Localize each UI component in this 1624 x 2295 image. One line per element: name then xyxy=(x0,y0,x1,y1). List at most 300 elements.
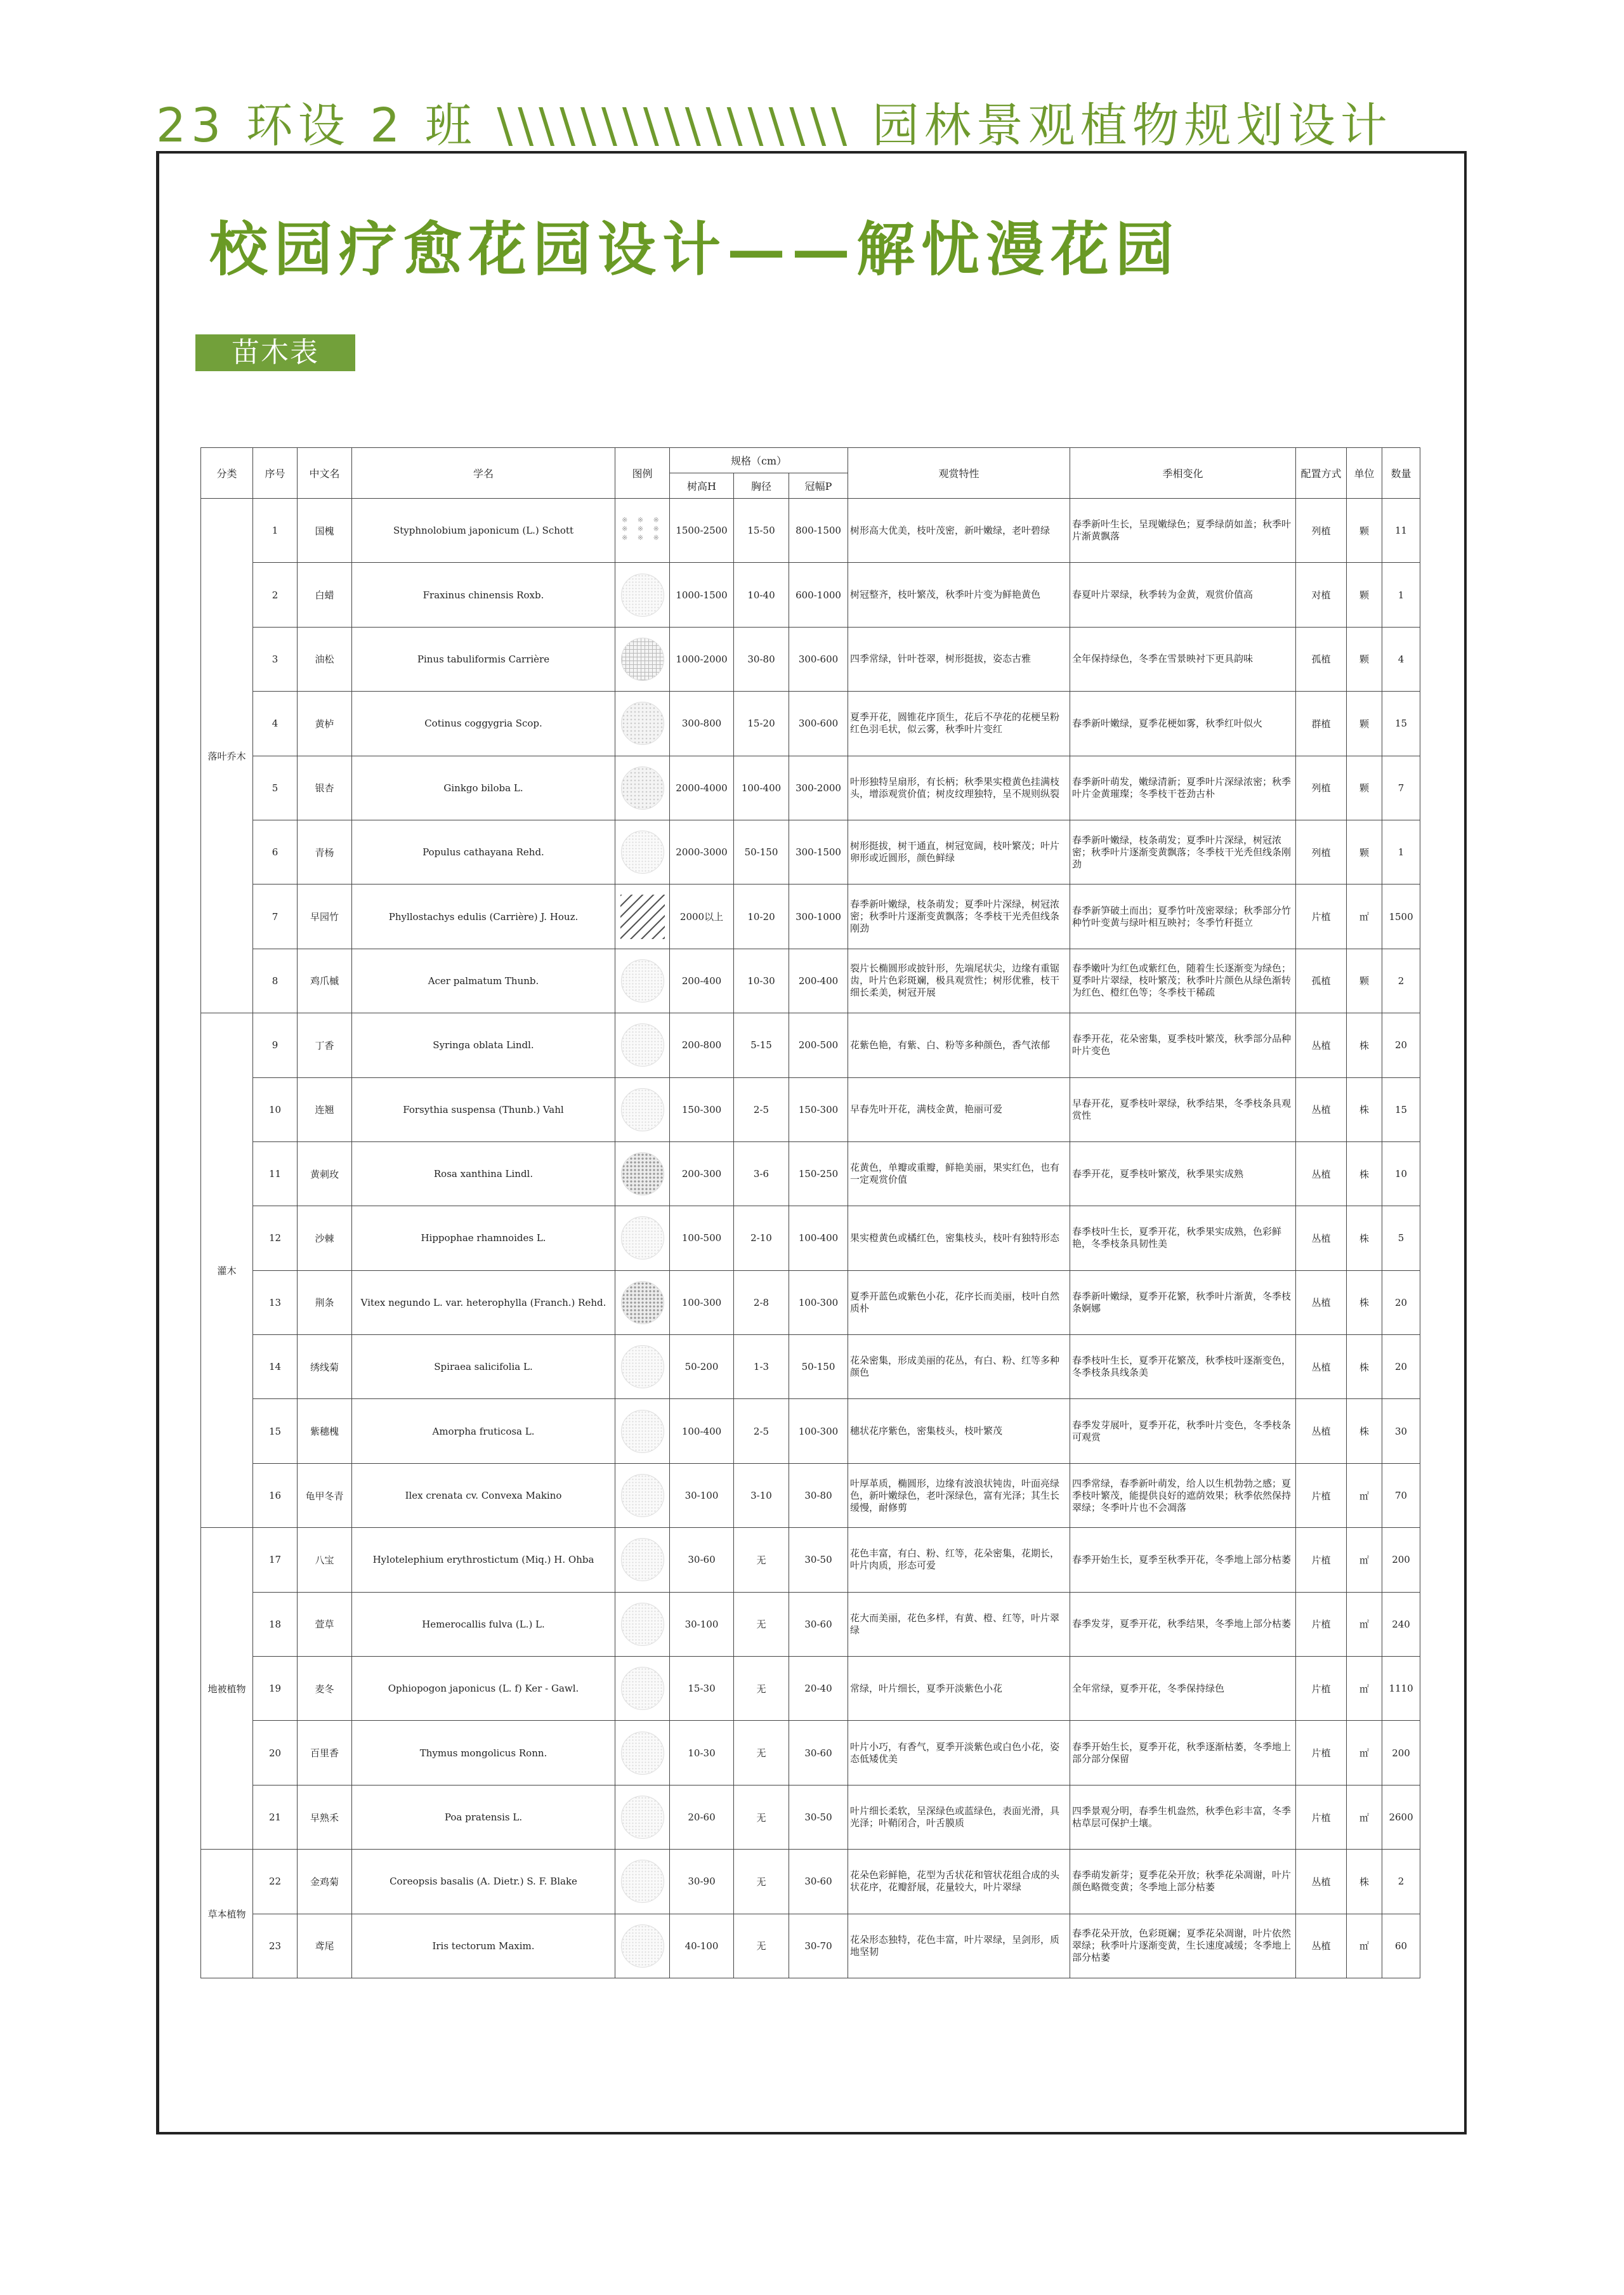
cn-name: 金鸡菊 xyxy=(298,1850,352,1914)
planting-cell: 群植 xyxy=(1296,692,1347,756)
seasonal-cell: 春季新叶萌发，嫩绿清新；夏季叶片深绿浓密；秋季叶片金黄璀璨；冬季枝干苍劲古朴 xyxy=(1070,756,1296,820)
row-no: 19 xyxy=(253,1657,298,1721)
legend-cell xyxy=(615,1721,670,1785)
seasonal-cell: 四季景观分明，春季生机盎然，秋季色彩丰富，冬季枯草层可保护土壤。 xyxy=(1070,1785,1296,1849)
light-circle-icon xyxy=(621,1667,664,1710)
header-seasonal: 季相变化 xyxy=(1070,448,1296,499)
crown-cell: 100-300 xyxy=(789,1270,848,1334)
category-cell: 草本植物 xyxy=(201,1850,253,1978)
light-circle-icon xyxy=(621,1796,664,1839)
dbh-cell: 5-15 xyxy=(734,1013,789,1077)
row-no: 4 xyxy=(253,692,298,756)
qty-cell: 4 xyxy=(1382,627,1420,691)
light-circle-icon xyxy=(621,1538,664,1581)
height-cell: 40-100 xyxy=(670,1914,734,1978)
dbh-cell: 无 xyxy=(734,1657,789,1721)
sci-name: Ginkgo biloba L. xyxy=(352,756,615,820)
ornamental-cell: 常绿，叶片细长，夏季开淡紫色小花 xyxy=(848,1657,1070,1721)
row-no: 17 xyxy=(253,1528,298,1592)
height-cell: 50-200 xyxy=(670,1335,734,1399)
table-row xyxy=(201,627,1420,691)
unit-cell: 株 xyxy=(1347,1850,1382,1914)
header-spec: 规格（cm） xyxy=(670,448,848,473)
ornamental-cell: 果实橙黄色或橘红色，密集枝头，枝叶有独特形态 xyxy=(848,1206,1070,1270)
dbh-cell: 无 xyxy=(734,1850,789,1914)
qty-cell: 2600 xyxy=(1382,1785,1420,1849)
cn-name: 绣线菊 xyxy=(298,1335,352,1399)
seasonal-cell: 春季发芽，夏季开花，秋季结果，冬季地上部分枯萎 xyxy=(1070,1592,1296,1656)
qty-cell: 20 xyxy=(1382,1270,1420,1334)
header-cn-name: 中文名 xyxy=(298,448,352,499)
sci-name: Spiraea salicifolia L. xyxy=(352,1335,615,1399)
table-row xyxy=(201,563,1420,627)
height-cell: 30-90 xyxy=(670,1850,734,1914)
cn-name: 连翘 xyxy=(298,1077,352,1141)
qty-cell: 1500 xyxy=(1382,884,1420,949)
ornamental-cell: 叶厚革质，椭圆形，边缘有波浪状钝齿，叶面亮绿色，新叶嫩绿色，老叶深绿色，富有光泽；其生长缓慢，耐修剪 xyxy=(848,1463,1070,1527)
table-row xyxy=(201,884,1420,949)
section-tag: 苗木表 xyxy=(195,334,355,371)
seasonal-cell: 春季嫩叶为红色或紫红色，随着生长逐渐变为绿色；夏季叶片翠绿，枝叶繁茂；秋季叶片颜色从绿色渐转为红色、橙红色等；冬季枝干稀疏 xyxy=(1070,949,1296,1013)
sci-name: Thymus mongolicus Ronn. xyxy=(352,1721,615,1785)
table-row xyxy=(201,1206,1420,1270)
ornamental-cell: 花紫色艳，有紫、白、粉等多种颜色，香气浓郁 xyxy=(848,1013,1070,1077)
row-no: 16 xyxy=(253,1463,298,1527)
sci-name: Ophiopogon japonicus (L. f) Ker - Gawl. xyxy=(352,1657,615,1721)
table-row xyxy=(201,1463,1420,1527)
ornamental-cell: 花色丰富，有白、粉、红等，花朵密集，花期长，叶片肉质，形态可爱 xyxy=(848,1528,1070,1592)
dbh-cell: 无 xyxy=(734,1528,789,1592)
sci-name: Hemerocallis fulva (L.) L. xyxy=(352,1592,615,1656)
unit-cell: ㎡ xyxy=(1347,1528,1382,1592)
seasonal-cell: 四季常绿，春季新叶萌发，给人以生机勃勃之感；夏季枝叶繁茂，能提供良好的遮荫效果；秋季依然保持翠绿；冬季叶片也不会凋落 xyxy=(1070,1463,1296,1527)
header-dbh: 胸径 xyxy=(734,473,789,499)
light-circle-icon xyxy=(621,1924,664,1968)
dbh-cell: 1-3 xyxy=(734,1335,789,1399)
row-no: 18 xyxy=(253,1592,298,1656)
unit-cell: 株 xyxy=(1347,1013,1382,1077)
row-no: 12 xyxy=(253,1206,298,1270)
cn-name: 鸢尾 xyxy=(298,1914,352,1978)
light-circle-icon xyxy=(621,1603,664,1646)
unit-cell: ㎡ xyxy=(1347,1657,1382,1721)
crown-cell: 30-50 xyxy=(789,1528,848,1592)
dbh-cell: 2-8 xyxy=(734,1270,789,1334)
cn-name: 青杨 xyxy=(298,820,352,884)
crown-cell: 300-600 xyxy=(789,627,848,691)
planting-cell: 片植 xyxy=(1296,1463,1347,1527)
qty-cell: 20 xyxy=(1382,1335,1420,1399)
legend-cell xyxy=(615,1206,670,1270)
ornamental-cell: 花朵色彩鲜艳，花型为舌状花和管状花组合成的头状花序，花瓣舒展，花量较大，叶片翠绿 xyxy=(848,1850,1070,1914)
table-row xyxy=(201,692,1420,756)
height-cell: 200-800 xyxy=(670,1013,734,1077)
dbh-cell: 无 xyxy=(734,1592,789,1656)
dbh-cell: 50-150 xyxy=(734,820,789,884)
planting-cell: 片植 xyxy=(1296,1721,1347,1785)
seasonal-cell: 春季花朵开放，色彩斑斓；夏季花朵凋谢，叶片依然翠绿；秋季叶片逐渐变黄，生长速度减缓；冬季地上部分枯萎 xyxy=(1070,1914,1296,1978)
height-cell: 100-500 xyxy=(670,1206,734,1270)
ornamental-cell: 裂片长椭圆形或披针形，先端尾状尖，边缘有重锯齿，叶片色彩斑斓，极具观赏性；树形优雅，枝干细长柔美，树冠开展 xyxy=(848,949,1070,1013)
crown-cell: 30-80 xyxy=(789,1463,848,1527)
crown-cell: 600-1000 xyxy=(789,563,848,627)
legend-cell xyxy=(615,1463,670,1527)
legend-cell xyxy=(615,1077,670,1141)
crown-cell: 20-40 xyxy=(789,1657,848,1721)
qty-cell: 200 xyxy=(1382,1528,1420,1592)
cn-name: 沙棘 xyxy=(298,1206,352,1270)
sci-name: Acer palmatum Thunb. xyxy=(352,949,615,1013)
ornamental-cell: 穗状花序紫色，密集枝头，枝叶繁茂 xyxy=(848,1399,1070,1463)
planting-cell: 片植 xyxy=(1296,1785,1347,1849)
cn-name: 黄栌 xyxy=(298,692,352,756)
height-cell: 100-400 xyxy=(670,1399,734,1463)
crown-cell: 150-300 xyxy=(789,1077,848,1141)
legend-cell xyxy=(615,949,670,1013)
unit-cell: ㎡ xyxy=(1347,1914,1382,1978)
legend-cell xyxy=(615,499,670,563)
ornamental-cell: 叶片细长柔软，呈深绿色或蓝绿色，表面光滑，具光泽；叶鞘闭合，叶舌膜质 xyxy=(848,1785,1070,1849)
light-circle-icon xyxy=(621,1410,664,1453)
nursery-table xyxy=(200,447,1420,1978)
planting-cell: 丛植 xyxy=(1296,1013,1347,1077)
planting-cell: 丛植 xyxy=(1296,1206,1347,1270)
table-row xyxy=(201,1657,1420,1721)
planting-cell: 丛植 xyxy=(1296,1914,1347,1978)
sci-name: Coreopsis basalis (A. Dietr.) S. F. Blake xyxy=(352,1850,615,1914)
planting-cell: 对植 xyxy=(1296,563,1347,627)
crown-cell: 300-2000 xyxy=(789,756,848,820)
planting-cell: 列植 xyxy=(1296,499,1347,563)
crown-cell: 30-60 xyxy=(789,1592,848,1656)
dbh-cell: 3-10 xyxy=(734,1463,789,1527)
planting-cell: 列植 xyxy=(1296,756,1347,820)
cn-name: 国槐 xyxy=(298,499,352,563)
row-no: 6 xyxy=(253,820,298,884)
legend-cell xyxy=(615,1850,670,1914)
sci-name: Populus cathayana Rehd. xyxy=(352,820,615,884)
qty-cell: 1 xyxy=(1382,820,1420,884)
crown-cell: 100-300 xyxy=(789,1399,848,1463)
sci-name: Hylotelephium erythrostictum (Miq.) H. Ohba xyxy=(352,1528,615,1592)
seasonal-cell: 春季新叶生长，呈现嫩绿色；夏季绿荫如盖；秋季叶片渐黄飘落 xyxy=(1070,499,1296,563)
crown-cell: 30-50 xyxy=(789,1785,848,1849)
seasonal-cell: 春季发芽展叶，夏季开花，秋季叶片变色，冬季枝条可观赏 xyxy=(1070,1399,1296,1463)
dbh-cell: 无 xyxy=(734,1785,789,1849)
legend-cell xyxy=(615,1399,670,1463)
crown-cell: 300-1500 xyxy=(789,820,848,884)
row-no: 9 xyxy=(253,1013,298,1077)
qty-cell: 7 xyxy=(1382,756,1420,820)
height-cell: 300-800 xyxy=(670,692,734,756)
unit-cell: ㎡ xyxy=(1347,1463,1382,1527)
planting-cell: 片植 xyxy=(1296,884,1347,949)
table-row xyxy=(201,1077,1420,1141)
light-circle-icon xyxy=(621,1860,664,1903)
legend-cell xyxy=(615,1592,670,1656)
table-row xyxy=(201,1013,1420,1077)
height-cell: 30-100 xyxy=(670,1592,734,1656)
ornamental-cell: 树形高大优美，枝叶茂密，新叶嫩绿，老叶碧绿 xyxy=(848,499,1070,563)
unit-cell: ㎡ xyxy=(1347,1592,1382,1656)
row-no: 13 xyxy=(253,1270,298,1334)
sci-name: Ilex crenata cv. Convexa Makino xyxy=(352,1463,615,1527)
height-cell: 200-300 xyxy=(670,1141,734,1206)
dbh-cell: 10-30 xyxy=(734,949,789,1013)
legend-cell xyxy=(615,884,670,949)
unit-cell: 颗 xyxy=(1347,499,1382,563)
qty-cell: 5 xyxy=(1382,1206,1420,1270)
header-planting: 配置方式 xyxy=(1296,448,1347,499)
unit-cell: 颗 xyxy=(1347,756,1382,820)
cn-name: 萱草 xyxy=(298,1592,352,1656)
planting-cell: 丛植 xyxy=(1296,1077,1347,1141)
table-row xyxy=(201,1335,1420,1399)
row-no: 7 xyxy=(253,884,298,949)
legend-cell xyxy=(615,756,670,820)
dotted-circle-icon xyxy=(621,766,664,810)
ornamental-cell: 四季常绿，针叶苍翠，树形挺拔，姿态古雅 xyxy=(848,627,1070,691)
qty-cell: 2 xyxy=(1382,949,1420,1013)
unit-cell: 株 xyxy=(1347,1206,1382,1270)
row-no: 20 xyxy=(253,1721,298,1785)
dbh-cell: 15-50 xyxy=(734,499,789,563)
unit-cell: 株 xyxy=(1347,1077,1382,1141)
unit-cell: 株 xyxy=(1347,1141,1382,1206)
cn-name: 紫穗槐 xyxy=(298,1399,352,1463)
qty-cell: 60 xyxy=(1382,1914,1420,1978)
unit-cell: ㎡ xyxy=(1347,1721,1382,1785)
unit-cell: ㎡ xyxy=(1347,884,1382,949)
table-row xyxy=(201,949,1420,1013)
qty-cell: 15 xyxy=(1382,1077,1420,1141)
sci-name: Poa pratensis L. xyxy=(352,1785,615,1849)
cn-name: 白蜡 xyxy=(298,563,352,627)
qty-cell: 1 xyxy=(1382,563,1420,627)
light-circle-icon xyxy=(621,1345,664,1388)
crown-cell: 200-500 xyxy=(789,1013,848,1077)
table-row xyxy=(201,756,1420,820)
unit-cell: 株 xyxy=(1347,1270,1382,1334)
planting-cell: 丛植 xyxy=(1296,1141,1347,1206)
cn-name: 龟甲冬青 xyxy=(298,1463,352,1527)
category-cell: 地被植物 xyxy=(201,1528,253,1850)
table-row xyxy=(201,820,1420,884)
header-no: 序号 xyxy=(253,448,298,499)
seasonal-cell: 春季萌发新芽；夏季花朵开放；秋季花朵凋谢，叶片颜色略微变黄；冬季地上部分枯萎 xyxy=(1070,1850,1296,1914)
row-no: 15 xyxy=(253,1399,298,1463)
dbh-cell: 2-5 xyxy=(734,1399,789,1463)
table-row xyxy=(201,1270,1420,1334)
crown-cell: 800-1500 xyxy=(789,499,848,563)
planting-cell: 丛植 xyxy=(1296,1399,1347,1463)
light-circle-icon xyxy=(621,1216,664,1259)
cn-name: 丁香 xyxy=(298,1013,352,1077)
sci-name: Forsythia suspensa (Thunb.) Vahl xyxy=(352,1077,615,1141)
planting-cell: 丛植 xyxy=(1296,1850,1347,1914)
height-cell: 200-400 xyxy=(670,949,734,1013)
dotted-circle-icon xyxy=(621,702,664,745)
header-legend: 图例 xyxy=(615,448,670,499)
qty-cell: 1110 xyxy=(1382,1657,1420,1721)
height-cell: 30-100 xyxy=(670,1463,734,1527)
cn-name: 早园竹 xyxy=(298,884,352,949)
table-row xyxy=(201,1721,1420,1785)
planting-cell: 孤植 xyxy=(1296,949,1347,1013)
category-cell: 灌木 xyxy=(201,1013,253,1528)
planting-cell: 孤植 xyxy=(1296,627,1347,691)
sci-name: Phyllostachys edulis (Carrière) J. Houz. xyxy=(352,884,615,949)
table-row xyxy=(201,1850,1420,1914)
height-cell: 100-300 xyxy=(670,1270,734,1334)
unit-cell: 株 xyxy=(1347,1399,1382,1463)
row-no: 14 xyxy=(253,1335,298,1399)
seasonal-cell: 春夏叶片翠绿，秋季转为金黄，观赏价值高 xyxy=(1070,563,1296,627)
table-row xyxy=(201,499,1420,563)
cn-name: 荆条 xyxy=(298,1270,352,1334)
dbh-cell: 无 xyxy=(734,1721,789,1785)
ornamental-cell: 树形挺拔，树干通直，树冠宽阔，枝叶繁茂；叶片卵形或近圆形，颜色鲜绿 xyxy=(848,820,1070,884)
legend-cell xyxy=(615,1528,670,1592)
seasonal-cell: 春季开花，花朵密集，夏季枝叶繁茂，秋季部分品种叶片变色 xyxy=(1070,1013,1296,1077)
dbh-cell: 无 xyxy=(734,1914,789,1978)
seasonal-cell: 早春开花，夏季枝叶翠绿，秋季结果，冬季枝条具观赏性 xyxy=(1070,1077,1296,1141)
sci-name: Styphnolobium japonicum (L.) Schott xyxy=(352,499,615,563)
dbh-cell: 2-10 xyxy=(734,1206,789,1270)
qty-cell: 15 xyxy=(1382,692,1420,756)
height-cell: 1500-2500 xyxy=(670,499,734,563)
legend-cell xyxy=(615,692,670,756)
table-row xyxy=(201,1592,1420,1656)
crown-cell: 50-150 xyxy=(789,1335,848,1399)
sci-name: Cotinus coggygria Scop. xyxy=(352,692,615,756)
qty-cell: 30 xyxy=(1382,1399,1420,1463)
cn-name: 油松 xyxy=(298,627,352,691)
cn-name: 黄刺玫 xyxy=(298,1141,352,1206)
seasonal-cell: 春季新叶嫩绿，夏季开花繁，秋季叶片渐黄，冬季枝条婀娜 xyxy=(1070,1270,1296,1334)
legend-cell xyxy=(615,820,670,884)
category-cell: 落叶乔木 xyxy=(201,499,253,1013)
ornamental-cell: 花大而美丽，花色多样，有黄、橙、红等，叶片翠绿 xyxy=(848,1592,1070,1656)
unit-cell: 颗 xyxy=(1347,692,1382,756)
crown-cell: 30-70 xyxy=(789,1914,848,1978)
crown-cell: 30-60 xyxy=(789,1850,848,1914)
row-no: 23 xyxy=(253,1914,298,1978)
table-row xyxy=(201,1914,1420,1978)
row-no: 11 xyxy=(253,1141,298,1206)
seasonal-cell: 春季新叶嫩绿，夏季花梗如雾，秋季红叶似火 xyxy=(1070,692,1296,756)
seasonal-cell: 春季新笋破土而出；夏季竹叶茂密翠绿；秋季部分竹种竹叶变黄与绿叶相互映衬；冬季竹秆挺立 xyxy=(1070,884,1296,949)
row-no: 3 xyxy=(253,627,298,691)
height-cell: 15-30 xyxy=(670,1657,734,1721)
planting-cell: 列植 xyxy=(1296,820,1347,884)
ornamental-cell: 树冠整齐，枝叶繁茂，秋季叶片变为鲜艳黄色 xyxy=(848,563,1070,627)
seasonal-cell: 春季开花，夏季枝叶繁茂，秋季果实成熟 xyxy=(1070,1141,1296,1206)
dbh-cell: 100-400 xyxy=(734,756,789,820)
light-circle-icon xyxy=(621,959,664,1003)
height-cell: 30-60 xyxy=(670,1528,734,1592)
seasonal-cell: 春季枝叶生长，夏季开花，秋季果实成熟，色彩鲜艳，冬季枝条具韧性美 xyxy=(1070,1206,1296,1270)
header-unit: 单位 xyxy=(1347,448,1382,499)
height-cell: 150-300 xyxy=(670,1077,734,1141)
crown-cell: 150-250 xyxy=(789,1141,848,1206)
cross-icon xyxy=(622,510,664,551)
unit-cell: 颗 xyxy=(1347,627,1382,691)
cn-name: 八宝 xyxy=(298,1528,352,1592)
sci-name: Hippophae rhamnoides L. xyxy=(352,1206,615,1270)
cn-name: 早熟禾 xyxy=(298,1785,352,1849)
dbh-cell: 15-20 xyxy=(734,692,789,756)
unit-cell: 颗 xyxy=(1347,563,1382,627)
height-cell: 2000以上 xyxy=(670,884,734,949)
row-no: 5 xyxy=(253,756,298,820)
seasonal-cell: 春季开始生长，夏季至秋季开花，冬季地上部分枯萎 xyxy=(1070,1528,1296,1592)
planting-cell: 片植 xyxy=(1296,1657,1347,1721)
header-category: 分类 xyxy=(201,448,253,499)
sci-name: Fraxinus chinensis Roxb. xyxy=(352,563,615,627)
seasonal-cell: 春季枝叶生长，夏季开花繁茂，秋季枝叶逐渐变色，冬季枝条具线条美 xyxy=(1070,1335,1296,1399)
row-no: 8 xyxy=(253,949,298,1013)
qty-cell: 20 xyxy=(1382,1013,1420,1077)
unit-cell: 颗 xyxy=(1347,820,1382,884)
ornamental-cell: 夏季开蓝色或紫色小花，花序长而美丽，枝叶自然质朴 xyxy=(848,1270,1070,1334)
height-cell: 2000-4000 xyxy=(670,756,734,820)
legend-cell xyxy=(615,1335,670,1399)
legend-cell xyxy=(615,1013,670,1077)
dense-circle-icon xyxy=(621,1281,664,1324)
ornamental-cell: 花朵形态独特，花色丰富，叶片翠绿，呈剑形，质地坚韧 xyxy=(848,1914,1070,1978)
dense-circle-icon xyxy=(621,1152,664,1195)
page-header: 23 环设 2 班 \\\\\\\\\\\\\\\\\ 园林景观植物规划设计 xyxy=(156,98,1392,153)
ornamental-cell: 春季新叶嫩绿，枝条萌发；夏季叶片深绿，树冠浓密；秋季叶片逐渐变黄飘落；冬季枝干光秃但线条刚劲 xyxy=(848,884,1070,949)
legend-cell xyxy=(615,1785,670,1849)
header-qty: 数量 xyxy=(1382,448,1420,499)
legend-cell xyxy=(615,1914,670,1978)
crown-cell: 300-1000 xyxy=(789,884,848,949)
planting-cell: 丛植 xyxy=(1296,1270,1347,1334)
ornamental-cell: 早春先叶开花，满枝金黄，艳丽可爱 xyxy=(848,1077,1070,1141)
planting-cell: 片植 xyxy=(1296,1592,1347,1656)
ornamental-cell: 夏季开花，圆锥花序顶生，花后不孕花的花梗呈粉红色羽毛状，似云雾，秋季叶片变红 xyxy=(848,692,1070,756)
row-no: 10 xyxy=(253,1077,298,1141)
legend-cell xyxy=(615,1270,670,1334)
light-circle-icon xyxy=(621,1088,664,1131)
main-title: 校园疗愈花园设计——解忧漫花园 xyxy=(209,215,1181,284)
legend-cell xyxy=(615,1141,670,1206)
sci-name: Iris tectorum Maxim. xyxy=(352,1914,615,1978)
sci-name: Syringa oblata Lindl. xyxy=(352,1013,615,1077)
crown-cell: 200-400 xyxy=(789,949,848,1013)
qty-cell: 11 xyxy=(1382,499,1420,563)
cn-name: 银杏 xyxy=(298,756,352,820)
light-circle-icon xyxy=(621,574,664,617)
cn-name: 麦冬 xyxy=(298,1657,352,1721)
cn-name: 鸡爪槭 xyxy=(298,949,352,1013)
unit-cell: ㎡ xyxy=(1347,1785,1382,1849)
planting-cell: 丛植 xyxy=(1296,1335,1347,1399)
ornamental-cell: 叶片小巧，有香气，夏季开淡紫色或白色小花，姿态低矮优美 xyxy=(848,1721,1070,1785)
ornamental-cell: 花黄色，单瓣或重瓣，鲜艳美丽，果实红色，也有一定观赏价值 xyxy=(848,1141,1070,1206)
seasonal-cell: 全年常绿，夏季开花，冬季保持绿色 xyxy=(1070,1657,1296,1721)
dbh-cell: 2-5 xyxy=(734,1077,789,1141)
cn-name: 百里香 xyxy=(298,1721,352,1785)
dbh-cell: 10-20 xyxy=(734,884,789,949)
qty-cell: 2 xyxy=(1382,1850,1420,1914)
height-cell: 1000-2000 xyxy=(670,627,734,691)
dbh-cell: 3-6 xyxy=(734,1141,789,1206)
sci-name: Vitex negundo L. var. heterophylla (Franch.) Rehd. xyxy=(352,1270,615,1334)
sci-name: Pinus tabuliformis Carrière xyxy=(352,627,615,691)
